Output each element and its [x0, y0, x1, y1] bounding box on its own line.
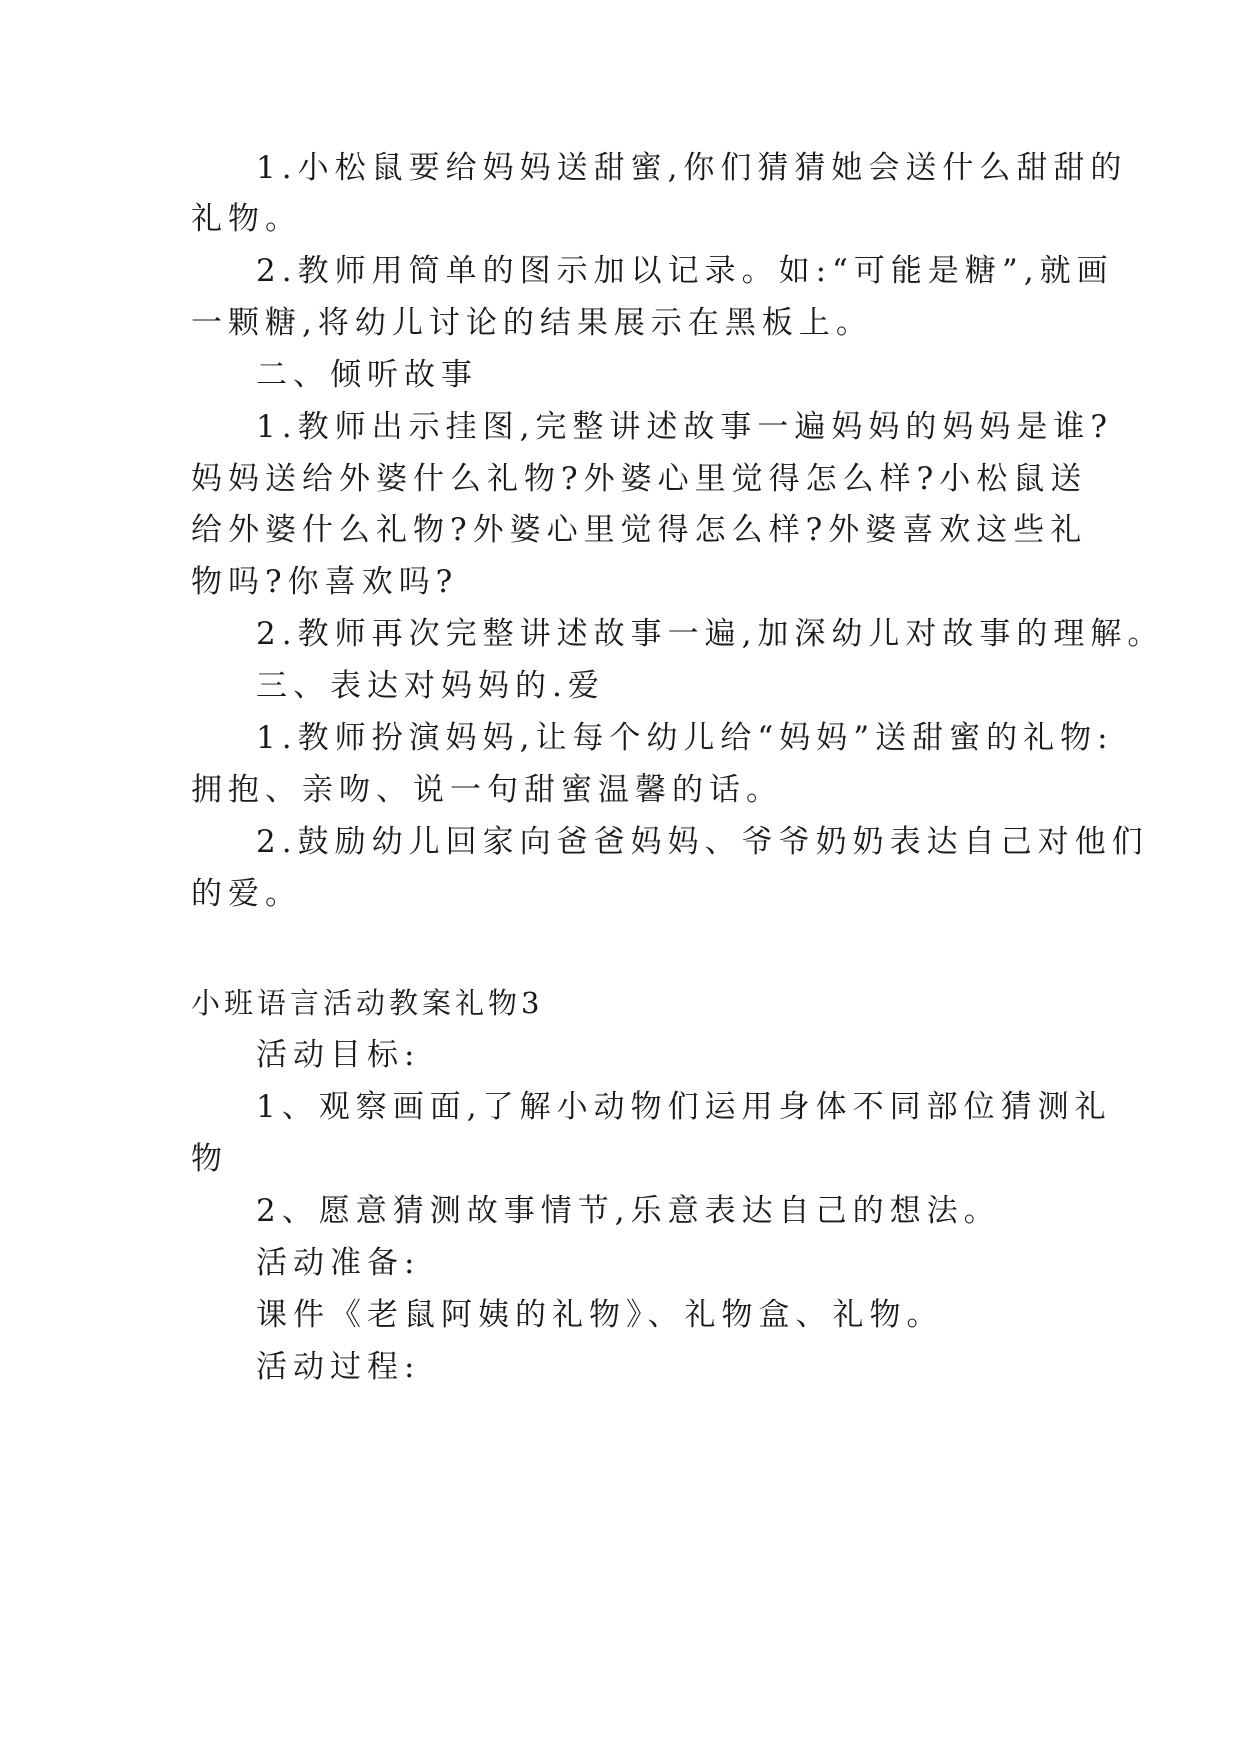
paragraph-line: 1.小松鼠要给妈妈送甜蜜,你们猜猜她会送什么甜甜的: [256, 150, 1128, 186]
subsection-heading: 活动准备:: [256, 1245, 421, 1281]
paragraph-line: 1、观察画面,了解小动物们运用身体不同部位猜测礼: [256, 1089, 1112, 1125]
paragraph-line: 2.教师用简单的图示加以记录。如:“可能是糖”,就画: [256, 253, 1114, 289]
paragraph-line: 拥抱、亲吻、说一句甜蜜温馨的话。: [191, 772, 783, 808]
paragraph-line: 物吗?你喜欢吗?: [191, 564, 459, 600]
paragraph-line: 2.教师再次完整讲述故事一遍,加深幼儿对故事的理解。: [256, 616, 1165, 652]
subsection-heading: 活动目标:: [256, 1037, 421, 1073]
paragraph-line: 2、愿意猜测故事情节,乐意表达自己的想法。: [256, 1193, 1001, 1229]
lesson-title: 小班语言活动教案礼物3: [191, 986, 544, 1020]
paragraph-line: 物: [191, 1141, 228, 1177]
paragraph-line: 妈妈送给外婆什么礼物?外婆心里觉得怎么样?小松鼠送: [191, 461, 1088, 497]
paragraph-line: 课件《老鼠阿姨的礼物》、礼物盒、礼物。: [256, 1297, 944, 1333]
paragraph-line: 1.教师出示挂图,完整讲述故事一遍妈妈的妈妈是谁?: [256, 409, 1114, 445]
paragraph-line: 礼物。: [191, 201, 302, 237]
section-heading: 二、倾听故事: [256, 357, 478, 393]
subsection-heading: 活动过程:: [256, 1349, 421, 1385]
section-heading: 三、表达对妈妈的.爱: [256, 668, 605, 704]
paragraph-line: 一颗糖,将幼儿讨论的结果展示在黑板上。: [191, 305, 873, 341]
paragraph-line: 的爱。: [191, 876, 302, 912]
paragraph-line: 给外婆什么礼物?外婆心里觉得怎么样?外婆喜欢这些礼: [191, 512, 1088, 548]
paragraph-line: 2.鼓励幼儿回家向爸爸妈妈、爷爷奶奶表达自己对他们: [256, 824, 1149, 860]
paragraph-line: 1.教师扮演妈妈,让每个幼儿给“妈妈”送甜蜜的礼物:: [256, 720, 1114, 756]
